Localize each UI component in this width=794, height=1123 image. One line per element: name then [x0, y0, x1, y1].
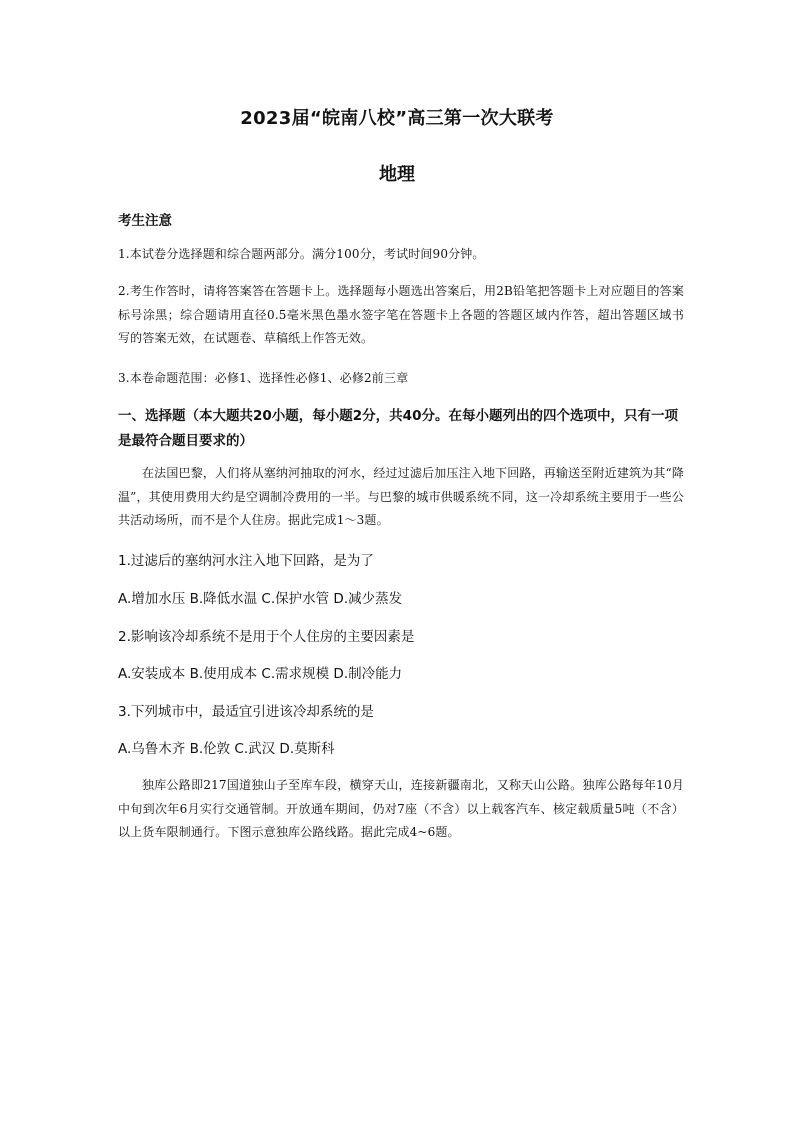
- passage-2: 独库公路即217国道独山子至库车段，横穿天山，连接新疆南北，又称天山公路。独库公路每年10月中旬到次年6月实行交通管制。开放通车期间，仍对7座（不含）以上载客汽车、核定载质量5吨（不含）以上货车限制通行。下图示意独库公路线路。据此完成4~6题。: [118, 778, 684, 839]
- note-2: 2.考生作答时，请将答案答在答题卡上。选择题每小题选出答案后，用2B铅笔把答题卡上对应题目的答案标号涂黑；综合题请用直径0.5毫米黑色墨水签字笔在答题卡上各题的答题区域内作答，超出答题区域书写的答案无效，在试题卷、草稿纸上作答无效。: [118, 284, 684, 345]
- question-1-stem: 1.过滤后的塞纳河水注入地下回路，是为了: [118, 553, 374, 569]
- note-1: 1.本试卷分选择题和综合题两部分。满分100分，考试时间90分钟。: [118, 247, 485, 261]
- exam-subject: 地理: [379, 164, 415, 185]
- section-1-heading: 一、选择题（本大题共20小题，每小题2分，共40分。在每小题列出的四个选项中，只有一项是最符合题目要求的）: [118, 408, 678, 449]
- question-3-options: A.乌鲁木齐 B.伦敦 C.武汉 D.莫斯科: [118, 741, 335, 757]
- question-2-options: A.安装成本 B.使用成本 C.需求规模 D.制冷能力: [118, 666, 403, 682]
- question-1-options: A.增加水压 B.降低水温 C.保护水管 D.减少蒸发: [118, 591, 403, 607]
- question-2-stem: 2.影响该冷却系统不是用于个人住房的主要因素是: [118, 629, 415, 645]
- passage-1: 在法国巴黎，人们将从塞纳河抽取的河水，经过过滤后加压注入地下回路，再输送至附近建筑为其“降温”，其使用费用大约是空调制冷费用的一半。与巴黎的城市供暖系统不同，这一冷却系统主要用于一些公共活动场所，而不是个人住房。据此完成1～3题。: [118, 466, 684, 527]
- notice-heading: 考生注意: [118, 213, 172, 229]
- exam-title: 2023届“皖南八校”高三第一次大联考: [240, 108, 554, 129]
- question-3-stem: 3.下列城市中，最适宜引进该冷却系统的是: [118, 704, 374, 720]
- note-3: 3.本卷命题范围：必修1、选择性必修1、必修2前三章: [118, 371, 409, 385]
